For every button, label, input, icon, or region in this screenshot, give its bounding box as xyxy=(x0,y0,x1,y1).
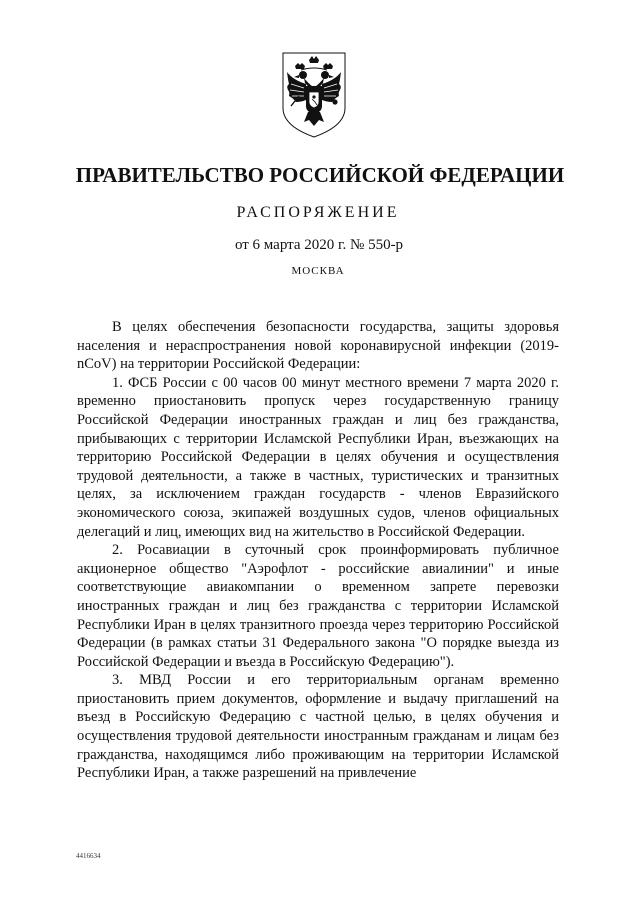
clause-1-paragraph: 1. ФСБ России с 00 часов 00 минут местного времени 7 марта 2020 г. временно приостановить пропуск через государственную границу Российской Федерации иностранных граждан и лиц без гражданства, прибывающих с территории Исламской Республики Иран, въезжающих на территорию Российской Федерации в целях обучения и осуществления трудовой деятельности, а также в частных, туристических и транзитных целях, за исключением граждан государств - членов Евразийского экономического союза, экипажей воздушных судов, членов официальных делегаций и лиц, имеющих вид на жительство в Российской Федерации. xyxy=(77,374,559,540)
preamble-paragraph: В целях обеспечения безопасности государства, защиты здоровья населения и нераспространения новой коронавирусной инфекции (2019-nCoV) на территории Российской Федерации: xyxy=(77,319,559,373)
document-type: РАСПОРЯЖЕНИЕ xyxy=(236,204,400,221)
document-code: 4416634 xyxy=(76,852,101,860)
government-title: ПРАВИТЕЛЬСТВО РОССИЙСКОЙ ФЕДЕРАЦИИ xyxy=(75,163,565,187)
document-body xyxy=(77,318,559,783)
document-city: МОСКВА xyxy=(291,265,345,277)
russian-coat-of-arms-icon xyxy=(279,50,349,140)
document-date-number: от 6 марта 2020 г. № 550-р xyxy=(234,237,404,253)
clause-2-paragraph: 2. Росавиации в суточный срок проинформировать публичное акционерное общество "Аэрофлот - российские авиалинии" и иные соответствующие авиакомпании о временном запрете перевозки иностранных граждан и лиц без гражданства с территории Исламской Республики Иран в целях транзитного проезда через территорию Российской Федерации (в рамках статьи 31 Федерального закона "О порядке выезда из Российской Федерации и въезда в Российскую Федерацию"). xyxy=(77,542,559,670)
clause-3-paragraph: 3. МВД России и его территориальным органам временно приостановить прием документов, оформление и выдачу приглашений на въезд в Российскую Федерацию с частной целью, в целях обучения и осуществления трудовой деятельности иностранным гражданам и лицам без гражданства, находящимся либо проживающим на территории Исламской Республики Иран, а также разрешений на привлечение xyxy=(77,672,559,782)
